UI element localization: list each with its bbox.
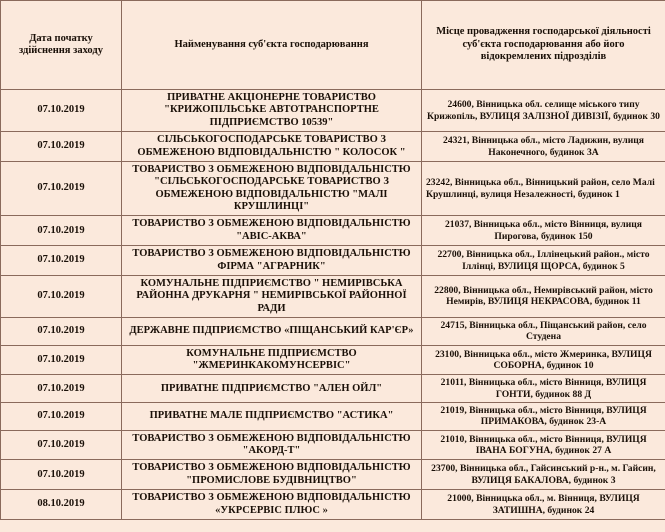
cell-entity-name: ТОВАРИСТВО З ОБМЕЖЕНОЮ ВІДПОВІДАЛЬНІСТЮ "АКОРД-Т" — [122, 430, 422, 460]
table-header — [1, 1, 665, 90]
cell-entity-name: ТОВАРИСТВО З ОБМЕЖЕНОЮ ВІДПОВІДАЛЬНІСТЮ "ПРОМИСЛОВЕ БУДІВНИЦТВО" — [122, 460, 422, 490]
cell-start-date: 07.10.2019 — [1, 216, 122, 246]
table-row — [1, 216, 665, 246]
cell-start-date: 07.10.2019 — [1, 132, 122, 162]
table-header-row — [1, 1, 665, 90]
cell-entity-name: ПРИВАТНЕ ПІДПРИЄМСТВО "АЛЕН ОЙЛ" — [122, 375, 422, 403]
cell-entity-name: КОМУНАЛЬНЕ ПІДПРИЄМСТВО " НЕМИРІВСЬКА РАЙОННА ДРУКАРНЯ " НЕМИРІВСЬКОЇ РАЙОННОЇ РАДИ — [122, 275, 422, 317]
col-header-place: Місце провадження господарської діяльності суб'єкта господарювання або його відокремлених підрозділів — [422, 1, 665, 90]
cell-start-date: 07.10.2019 — [1, 90, 122, 132]
cell-entity-name: ПРИВАТНЕ АКЦІОНЕРНЕ ТОВАРИСТВО "КРИЖОПІЛЬСЬКЕ АВТОТРАНСПОРТНЕ ПІДПРИЄМСТВО 10539" — [122, 90, 422, 132]
cell-entity-name: СІЛЬСЬКОГОСПОДАРСЬКЕ ТОВАРИСТВО З ОБМЕЖЕНОЮ ВІДПОВІДАЛЬНІСТЮ " КОЛОСОК " — [122, 132, 422, 162]
table-row — [1, 403, 665, 431]
cell-start-date: 08.10.2019 — [1, 490, 122, 520]
cell-activity-place: 23242, Вінницька обл., Вінницький район, село Малі Крушлинці, вулиця Незалежності, будинок 1 — [422, 161, 665, 216]
cell-entity-name: ПРИВАТНЕ МАЛЕ ПІДПРИЄМСТВО "АСТИКА" — [122, 403, 422, 431]
table-row — [1, 460, 665, 490]
cell-activity-place: 24321, Вінницька обл., місто Ладижин, вулиця Наконечного, будинок 3А — [422, 132, 665, 162]
table-row — [1, 318, 665, 346]
cell-entity-name: ТОВАРИСТВО З ОБМЕЖЕНОЮ ВІДПОВІДАЛЬНІСТЮ «УКРСЕРВІС ПЛЮС » — [122, 490, 422, 520]
col-header-date: Дата початку здійснення заходу — [1, 1, 122, 90]
cell-activity-place: 23700, Вінницька обл., Гайсинський р-н., м. Гайсин, ВУЛИЦЯ БАКАЛОВА, будинок 3 — [422, 460, 665, 490]
cell-activity-place: 22700, Вінницька обл., Іллінецький район., місто Іллінці, ВУЛИЦЯ ЩОРСА, будинок 5 — [422, 246, 665, 276]
cell-start-date: 07.10.2019 — [1, 345, 122, 375]
cell-entity-name: ТОВАРИСТВО З ОБМЕЖЕНОЮ ВІДПОВІДАЛЬНІСТЮ "СІЛЬСЬКОГОСПОДАРСЬКЕ ТОВАРИСТВО З ОБМЕЖЕНОЮ ВІДПОВІДАЛЬНІСТЮ "МАЛІ КРУШЛИНЦІ" — [122, 161, 422, 216]
cell-activity-place: 23100, Вінницька обл., місто Жмеринка, ВУЛИЦЯ СОБОРНА, будинок 10 — [422, 345, 665, 375]
cell-activity-place: 21011, Вінницька обл., місто Вінниця, ВУЛИЦЯ ГОНТИ, будинок 88 Д — [422, 375, 665, 403]
cell-start-date: 07.10.2019 — [1, 161, 122, 216]
cell-activity-place: 21010, Вінницька обл., місто Вінниця, ВУЛИЦЯ ІВАНА БОГУНА, будинок 27 А — [422, 430, 665, 460]
table-row — [1, 430, 665, 460]
table-row — [1, 275, 665, 317]
cell-entity-name: КОМУНАЛЬНЕ ПІДПРИЄМСТВО "ЖМЕРИНКАКОМУНСЕРВІС" — [122, 345, 422, 375]
table-body — [1, 90, 665, 520]
table-row — [1, 375, 665, 403]
cell-activity-place: 21000, Вінницька обл., м. Вінниця, ВУЛИЦЯ ЗАТИШНА, будинок 24 — [422, 490, 665, 520]
table-row — [1, 490, 665, 520]
cell-activity-place: 21037, Вінницька обл., місто Вінниця, вулиця Пирогова, будинок 150 — [422, 216, 665, 246]
cell-start-date: 07.10.2019 — [1, 375, 122, 403]
table-row — [1, 345, 665, 375]
cell-start-date: 07.10.2019 — [1, 318, 122, 346]
cell-activity-place: 21019, Вінницька обл., місто Вінниця, ВУЛИЦЯ ПРИМАКОВА, будинок 23-А — [422, 403, 665, 431]
col-header-name: Найменування суб'єкта господарювання — [122, 1, 422, 90]
cell-entity-name: ДЕРЖАВНЕ ПІДПРИЄМСТВО «ПІЩАНСЬКИЙ КАР'ЄР» — [122, 318, 422, 346]
cell-activity-place: 24600, Вінницька обл. селище міського типу Крижопіль, ВУЛИЦЯ ЗАЛІЗНОЇ ДИВІЗІЇ, будинок 30 — [422, 90, 665, 132]
cell-entity-name: ТОВАРИСТВО З ОБМЕЖЕНОЮ ВІДПОВІДАЛЬНІСТЮ "АВІС-АКВА" — [122, 216, 422, 246]
cell-start-date: 07.10.2019 — [1, 246, 122, 276]
table-row — [1, 132, 665, 162]
cell-entity-name: ТОВАРИСТВО З ОБМЕЖЕНОЮ ВІДПОВІДАЛЬНІСТЮ ФІРМА "АГРАРНИК" — [122, 246, 422, 276]
table-row — [1, 161, 665, 216]
table-row — [1, 90, 665, 132]
cell-start-date: 07.10.2019 — [1, 430, 122, 460]
table-row — [1, 246, 665, 276]
cell-start-date: 07.10.2019 — [1, 460, 122, 490]
cell-start-date: 07.10.2019 — [1, 403, 122, 431]
cell-start-date: 07.10.2019 — [1, 275, 122, 317]
cell-activity-place: 22800, Вінницька обл., Немирівський район, місто Немирів, ВУЛИЦЯ НЕКРАСОВА, будинок 11 — [422, 275, 665, 317]
cell-activity-place: 24715, Вінницька обл., Піщанський район, село Студена — [422, 318, 665, 346]
